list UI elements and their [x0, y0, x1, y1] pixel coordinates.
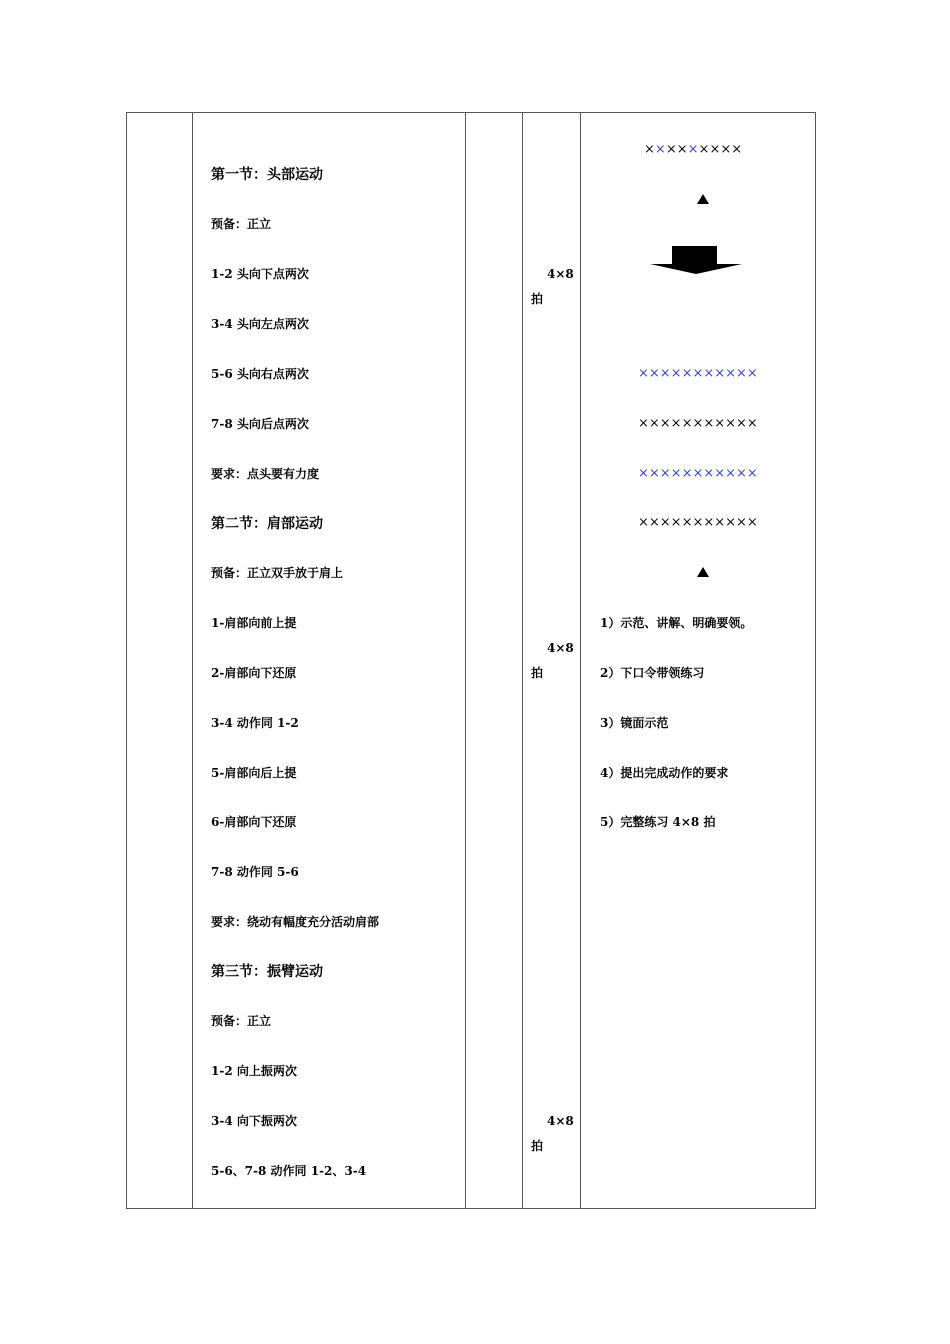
section1-line: 7-8 头向后点两次 [211, 417, 309, 431]
section1-line: 要求：点头要有力度 [211, 467, 320, 481]
formation-row: ××××××××××× [638, 416, 758, 431]
beat-count: 4×8 [547, 1114, 574, 1128]
section1-line: 5-6 头向右点两次 [211, 367, 309, 381]
section1-title: 第一节：头部运动 [211, 167, 323, 183]
formation-row: ××××××××××× [638, 366, 758, 381]
formation-top-row: ××××××××× [644, 142, 743, 157]
formation-row: ××××××××××× [638, 466, 758, 481]
section2-line: 7-8 动作同 5-6 [211, 865, 299, 879]
section3-line: 1-2 向上振两次 [211, 1064, 297, 1078]
beat-unit: 拍 [531, 292, 544, 306]
section3-line: 预备：正立 [211, 1014, 272, 1028]
col-divider-2 [465, 112, 466, 1209]
section2-line: 5-肩部向后上提 [211, 766, 297, 780]
section2-line: 要求：绕动有幅度充分活动肩部 [211, 915, 380, 929]
section2-line: 6-肩部向下还原 [211, 815, 297, 829]
section1-line: 预备：正立 [211, 217, 272, 231]
beat-unit: 拍 [531, 1139, 544, 1153]
section2-line: 1-肩部向前上提 [211, 616, 297, 630]
section2-title: 第二节：肩部运动 [211, 516, 323, 532]
col-divider-1 [192, 112, 193, 1209]
section2-line: 3-4 动作同 1-2 [211, 716, 299, 730]
section2-line: 预备：正立双手放于肩上 [211, 566, 344, 580]
teaching-step: 5）完整练习 4×8 拍 [600, 815, 716, 829]
col-divider-4 [580, 112, 581, 1209]
formation-row: ××××××××××× [638, 515, 758, 530]
beat-count: 4×8 [547, 641, 574, 655]
teaching-step: 1）示范、讲解、明确要领。 [600, 616, 753, 630]
section3-title: 第三节：振臂运动 [211, 964, 323, 980]
arrow-down-icon [650, 246, 742, 274]
section1-line: 3-4 头向左点两次 [211, 317, 309, 331]
teaching-step: 3）镜面示范 [600, 716, 669, 730]
beat-unit: 拍 [531, 666, 544, 680]
teaching-step: 2）下口令带领练习 [600, 666, 705, 680]
teacher-triangle-icon [697, 567, 709, 577]
section3-line: 3-4 向下振两次 [211, 1114, 297, 1128]
col-divider-3 [522, 112, 523, 1209]
section3-line: 5-6、7-8 动作同 1-2、3-4 [211, 1164, 367, 1178]
section1-line: 1-2 头向下点两次 [211, 267, 309, 281]
beat-count: 4×8 [547, 267, 574, 281]
teacher-triangle-icon [697, 194, 709, 204]
teaching-step: 4）提出完成动作的要求 [600, 766, 729, 780]
section2-line: 2-肩部向下还原 [211, 666, 297, 680]
